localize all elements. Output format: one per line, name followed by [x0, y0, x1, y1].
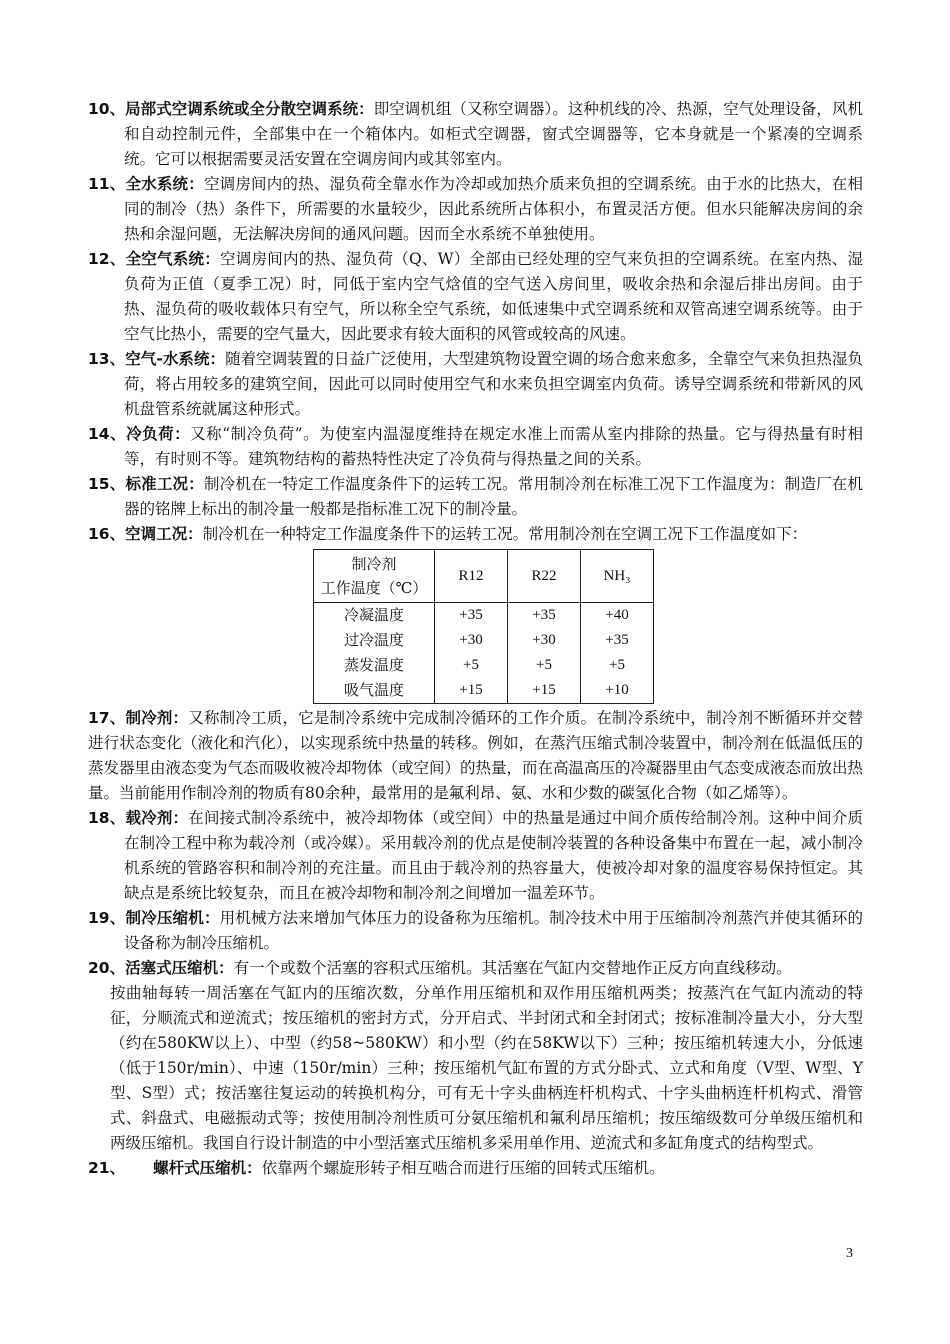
row-label: 冷凝温度 [314, 603, 435, 629]
entry-term: 螺杆式压缩机： [153, 1159, 262, 1177]
entry-text: 又称制冷工质，它是制冷系统中完成制冷循环的工作介质。在制冷系统中，制冷剂不断循环并交替进行状态变化（液化和汽化），以实现系统中热量的转移。例如，在蒸汽压缩式制冷装置中，制冷剂在低温低压的蒸发器里由液态变为气态而吸收被冷却物体（或空间）的热量，而在高温高压的冷凝器里由气态变成液态而放出热量。当前能用作制冷剂的物质有80余种，最常用的是氟利昂、氨、水和少数的碳氢化合物（如乙烯等）。 [88, 709, 864, 802]
entry-number: 15、 [88, 475, 126, 493]
table-cell: +40 [581, 603, 654, 629]
entry-term: 空调工况： [125, 525, 203, 543]
table-cell: +35 [508, 603, 581, 629]
entry-16 [88, 522, 863, 547]
table-cell: +10 [581, 678, 654, 704]
table-cell: +35 [581, 628, 654, 653]
column-header: R12 [435, 550, 508, 603]
entry-text: 空调房间内的热、湿负荷全靠水作为冷却或加热介质来负担的空调系统。由于水的比热大，在相同的制冷（热）条件下，所需要的水量较少，因此系统所占体积小，布置灵活方便。但水只能解决房间的余热和余湿问题，无法解决房间的通风问题。因而全水系统不单独使用。 [124, 175, 863, 243]
entry-text: 随着空调装置的日益广泛使用，大型建筑物设置空调的场合愈来愈多，全靠空气来负担热湿负荷，将占用较多的建筑空间，因此可以同时使用空气和水来负担空调室内负荷。诱导空调系统和带新风的风机盘管系统就属这种形式。 [124, 350, 863, 418]
entry-13 [88, 347, 863, 422]
entry-11 [88, 172, 863, 247]
entry-21 [88, 1156, 863, 1181]
entry-extra-text: 按曲轴每转一周活塞在气缸内的压缩次数，分单作用压缩机和双作用压缩机两类；按蒸汽在气缸内流动的特征，分顺流式和逆流式；按压缩机的密封方式，分开启式、半封闭式和全封闭式；按标准制冷量大小，分大型（约在580KW以上）、中型（约58~580KW）和小型（约在58KW以下）三种；按压缩机转速大小，分低速（低于150r/min）、中速（150r/min）三种；按压缩机气缸布置的方式分卧式、立式和角度（V型、W型、Y型、S型）式；按活塞往复运动的转换机构分，可有无十字头曲柄连杆机构式、十字头曲柄连杆机构式、滑管式、斜盘式、电磁振动式等；按使用制冷剂性质可分氨压缩机和氟利昂压缩机；按压缩级数可分单级压缩机和两级压缩机。我国自行设计制造的中小型活塞式压缩机多采用单作用、逆流式和多缸角度式的结构型式。 [110, 984, 863, 1152]
entry-number: 14、 [88, 425, 127, 443]
entry-17 [88, 706, 863, 806]
entry-term: 制冷压缩机： [125, 909, 220, 927]
entry-term: 全水系统： [125, 175, 204, 193]
column-header: R22 [508, 550, 581, 603]
table-cell: +15 [435, 678, 508, 704]
entry-term: 活塞式压缩机： [125, 959, 234, 977]
entry-text: 制冷机在一特定工作温度条件下的运转工况。常用制冷剂在标准工况下工作温度为：制造厂在机器的铭牌上标出的制冷量一般都是指标准工况下的制冷量。 [124, 475, 863, 518]
entry-number: 19、 [88, 909, 126, 927]
table-header-row [314, 550, 654, 603]
entry-term: 局部式空调系统或全分散空调系统： [125, 100, 374, 118]
entry-number: 20、 [88, 959, 126, 977]
entry-text: 制冷机在一种特定工作温度条件下的运转工况。常用制冷剂在空调工况下工作温度如下： [202, 525, 808, 543]
entry-18 [88, 806, 863, 906]
entry-text: 在间接式制冷系统中，被冷却物体（或空间）中的热量是通过中间介质传给制冷剂。这种中间介质在制冷工程中称为载冷剂（或冷媒）。采用载冷剂的优点是使制冷装置的各种设备集中布置在一起，减小制冷机系统的管路容积和制冷剂的充注量。而且由于载冷剂的热容量大，使被冷却对象的温度容易保持恒定。其缺点是系统比较复杂，而且在被冷却物和制冷剂之间增加一温差环节。 [124, 809, 863, 902]
entry-14 [88, 422, 863, 472]
entry-term: 制冷剂： [125, 709, 189, 727]
entry-text: 空调房间内的热、湿负荷（Q、W）全部由已经处理的空气来负担的空调系统。在室内热、湿负荷为正值（夏季工况）时，同低于室内空气焓值的空气送入房间里，吸收余热和余湿后排出房间。由于热、湿负荷的吸收载体只有空气，所以称全空气系统，如低速集中式空调系统和双管高速空调系统等。由于空气比热小，需要的空气量大，因此要求有较大面积的风管或较高的风速。 [124, 250, 863, 343]
table-row [314, 603, 654, 629]
table-cell: +5 [508, 653, 581, 678]
table-cell: +30 [508, 628, 581, 653]
row-label: 过冷温度 [314, 628, 435, 653]
entry-text: 有一个或数个活塞的容积式压缩机。其活塞在气缸内交替地作正反方向直线移动。 [233, 959, 792, 977]
entry-text: 又称“制冷负荷”。为使室内温湿度维持在规定水准上而需从室内排除的热量。它与得热量有时相等，有时则不等。建筑物结构的蓄热特性决定了冷负荷与得热量之间的关系。 [124, 425, 863, 468]
entry-term: 全空气系统： [125, 250, 221, 268]
page-number: 3 [846, 1246, 853, 1261]
entry-text: 用机械方法来增加气体压力的设备称为压缩机。制冷技术中用于压缩制冷剂蒸汽并使其循环的设备称为制冷压缩机。 [124, 909, 863, 952]
entry-number: 12、 [88, 250, 126, 268]
entry-number: 21、 [88, 1159, 126, 1177]
table-row [314, 678, 654, 704]
entry-15 [88, 472, 863, 522]
table-row [314, 628, 654, 653]
entry-10 [88, 97, 863, 172]
row-label: 蒸发温度 [314, 653, 435, 678]
table-corner-header [314, 550, 435, 603]
page-content [88, 97, 863, 1181]
entry-number: 11、 [88, 175, 126, 193]
entry-19 [88, 906, 863, 956]
table-cell: +30 [435, 628, 508, 653]
entry-number: 17、 [88, 709, 126, 727]
entry-number: 16、 [88, 525, 126, 543]
table-cell: +35 [435, 603, 508, 629]
table-row [314, 653, 654, 678]
entry-term: 载冷剂： [125, 809, 189, 827]
working-temperature-table [313, 549, 654, 704]
entry-text: 依靠两个螺旋形转子相互啮合而进行压缩的回转式压缩机。 [261, 1159, 665, 1177]
row-label: 吸气温度 [314, 678, 435, 704]
column-header: NH₃ [581, 550, 654, 603]
entry-12 [88, 247, 863, 347]
entry-number: 13、 [88, 350, 126, 368]
refrigerant-header: 制冷剂 [351, 555, 397, 573]
entry-term: 空气-水系统： [125, 350, 226, 368]
table-cell: +5 [435, 653, 508, 678]
entry-20 [88, 956, 863, 1156]
table-cell: +5 [581, 653, 654, 678]
entry-number: 10、 [88, 100, 126, 118]
temperature-header: 工作温度（℃） [320, 579, 428, 597]
entry-text: 即空调机组（又称空调器）。这种机线的冷、热源，空气处理设备，风机和自动控制元件，全部集中在一个箱体内。如柜式空调器，窗式空调器等，它本身就是一个紧凑的空调系统。它可以根据需要灵活安置在空调房间内或其邻室内。 [124, 100, 863, 168]
entry-number: 18、 [88, 809, 126, 827]
entry-term: 标准工况： [125, 475, 204, 493]
entry-term: 冷负荷： [126, 425, 191, 443]
table-cell: +15 [508, 678, 581, 704]
